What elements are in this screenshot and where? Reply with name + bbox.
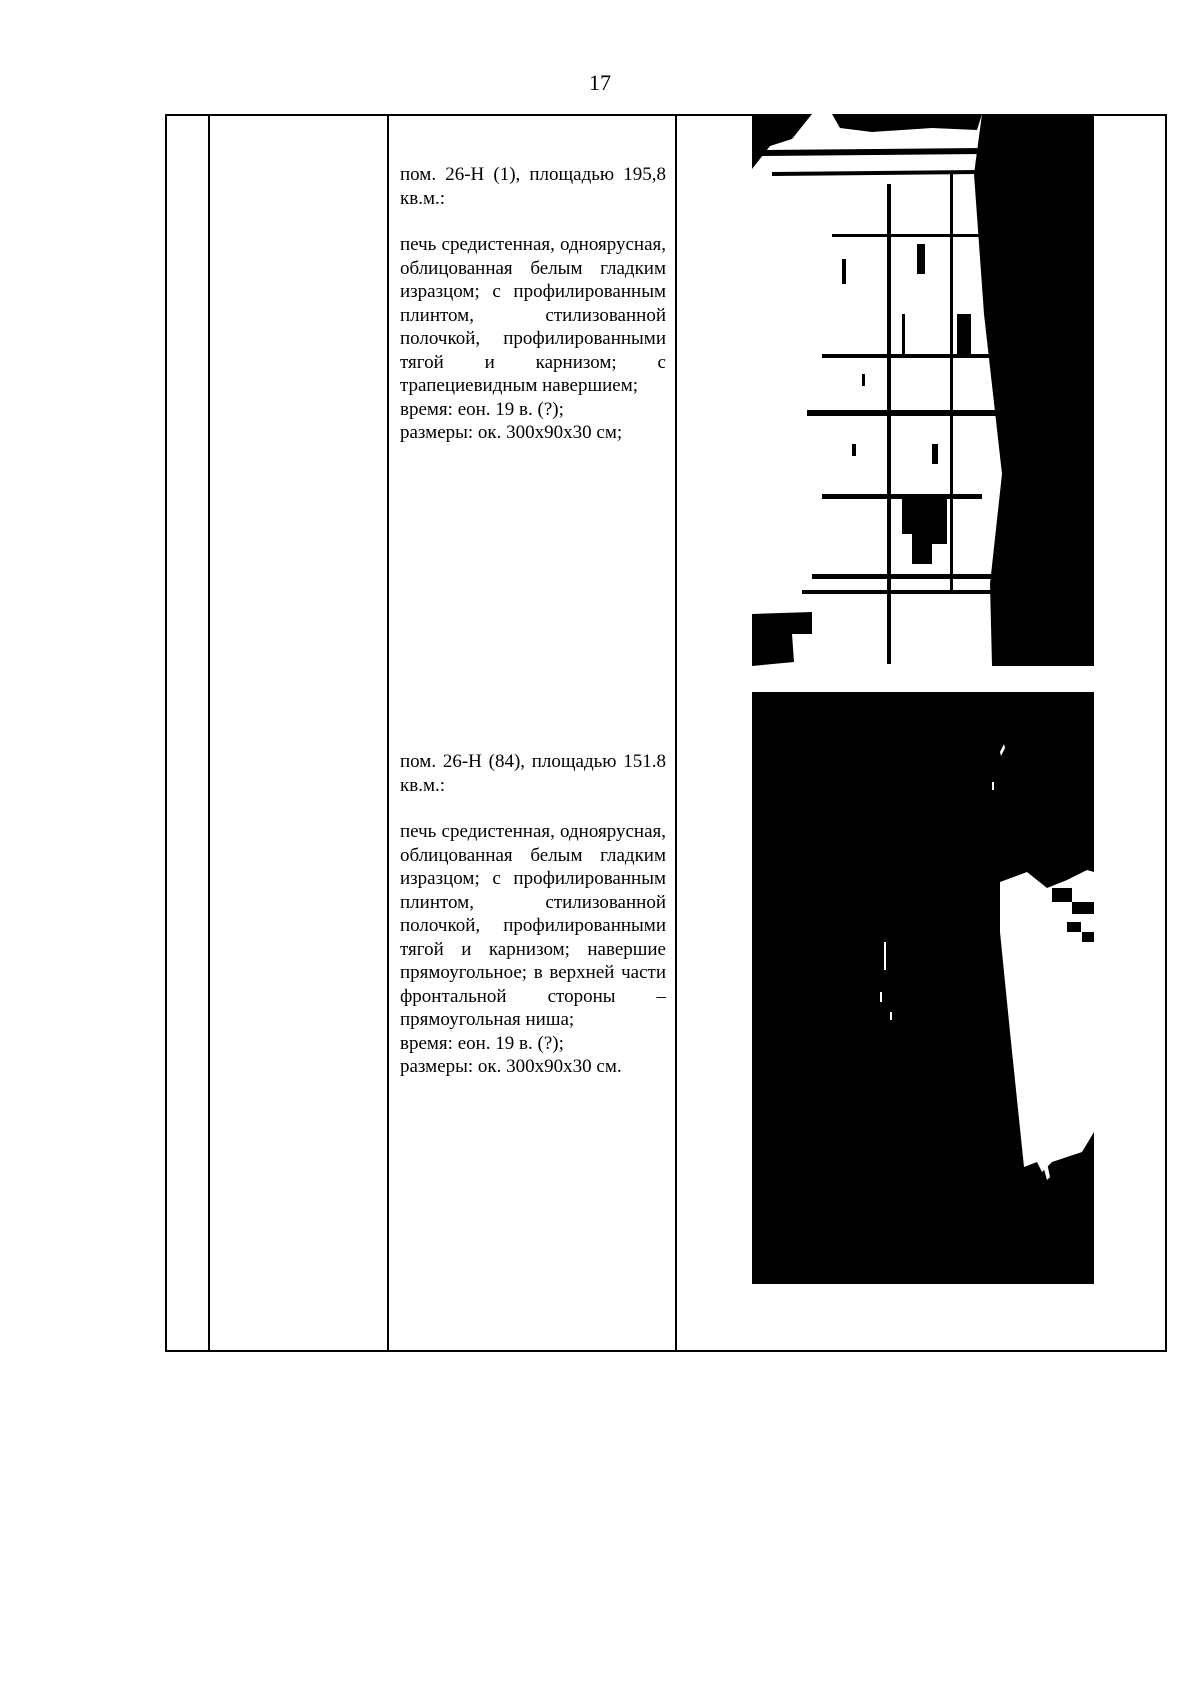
entry-2-description: печь средистенная, одноярусная, облицованная белым гладким изразцом; с профилированным плинтом, стилизованной полочкой, профилированными тягой и карнизом; навершие прямоугольное; в верхней части фронтальной стороны – прямоугольная ниша; <box>400 821 666 1030</box>
entry-1-heading: пом. 26-Н (1), площадью 195,8 кв.м.: <box>400 164 666 209</box>
entry-2-dimensions: размеры: ок. 300х90х30 см. <box>400 1056 622 1077</box>
column-divider-1 <box>208 114 210 1352</box>
entry-2-text <box>400 750 666 1079</box>
entry-2-photo <box>752 692 1094 1284</box>
entry-1-dimensions: размеры: ок. 300х90х30 см; <box>400 422 623 443</box>
entry-2-time: время: еон. 19 в. (?); <box>400 1032 564 1054</box>
entry-1-description: печь средистенная, одноярусная, облицованная белым гладким изразцом; с профилированным плинтом, стилизованной полочкой, профилированными тягой и карнизом; с трапециевидным навершием; <box>400 234 666 396</box>
entry-2-heading: пом. 26-Н (84), площадью 151.8 кв.м.: <box>400 751 666 796</box>
column-divider-2 <box>387 114 389 1352</box>
entry-1-text <box>400 163 666 445</box>
column-divider-3 <box>675 114 677 1352</box>
page-number: 17 <box>589 70 611 95</box>
entry-1-time: время: еон. 19 в. (?); <box>400 398 564 420</box>
entry-1-photo <box>752 114 1094 666</box>
